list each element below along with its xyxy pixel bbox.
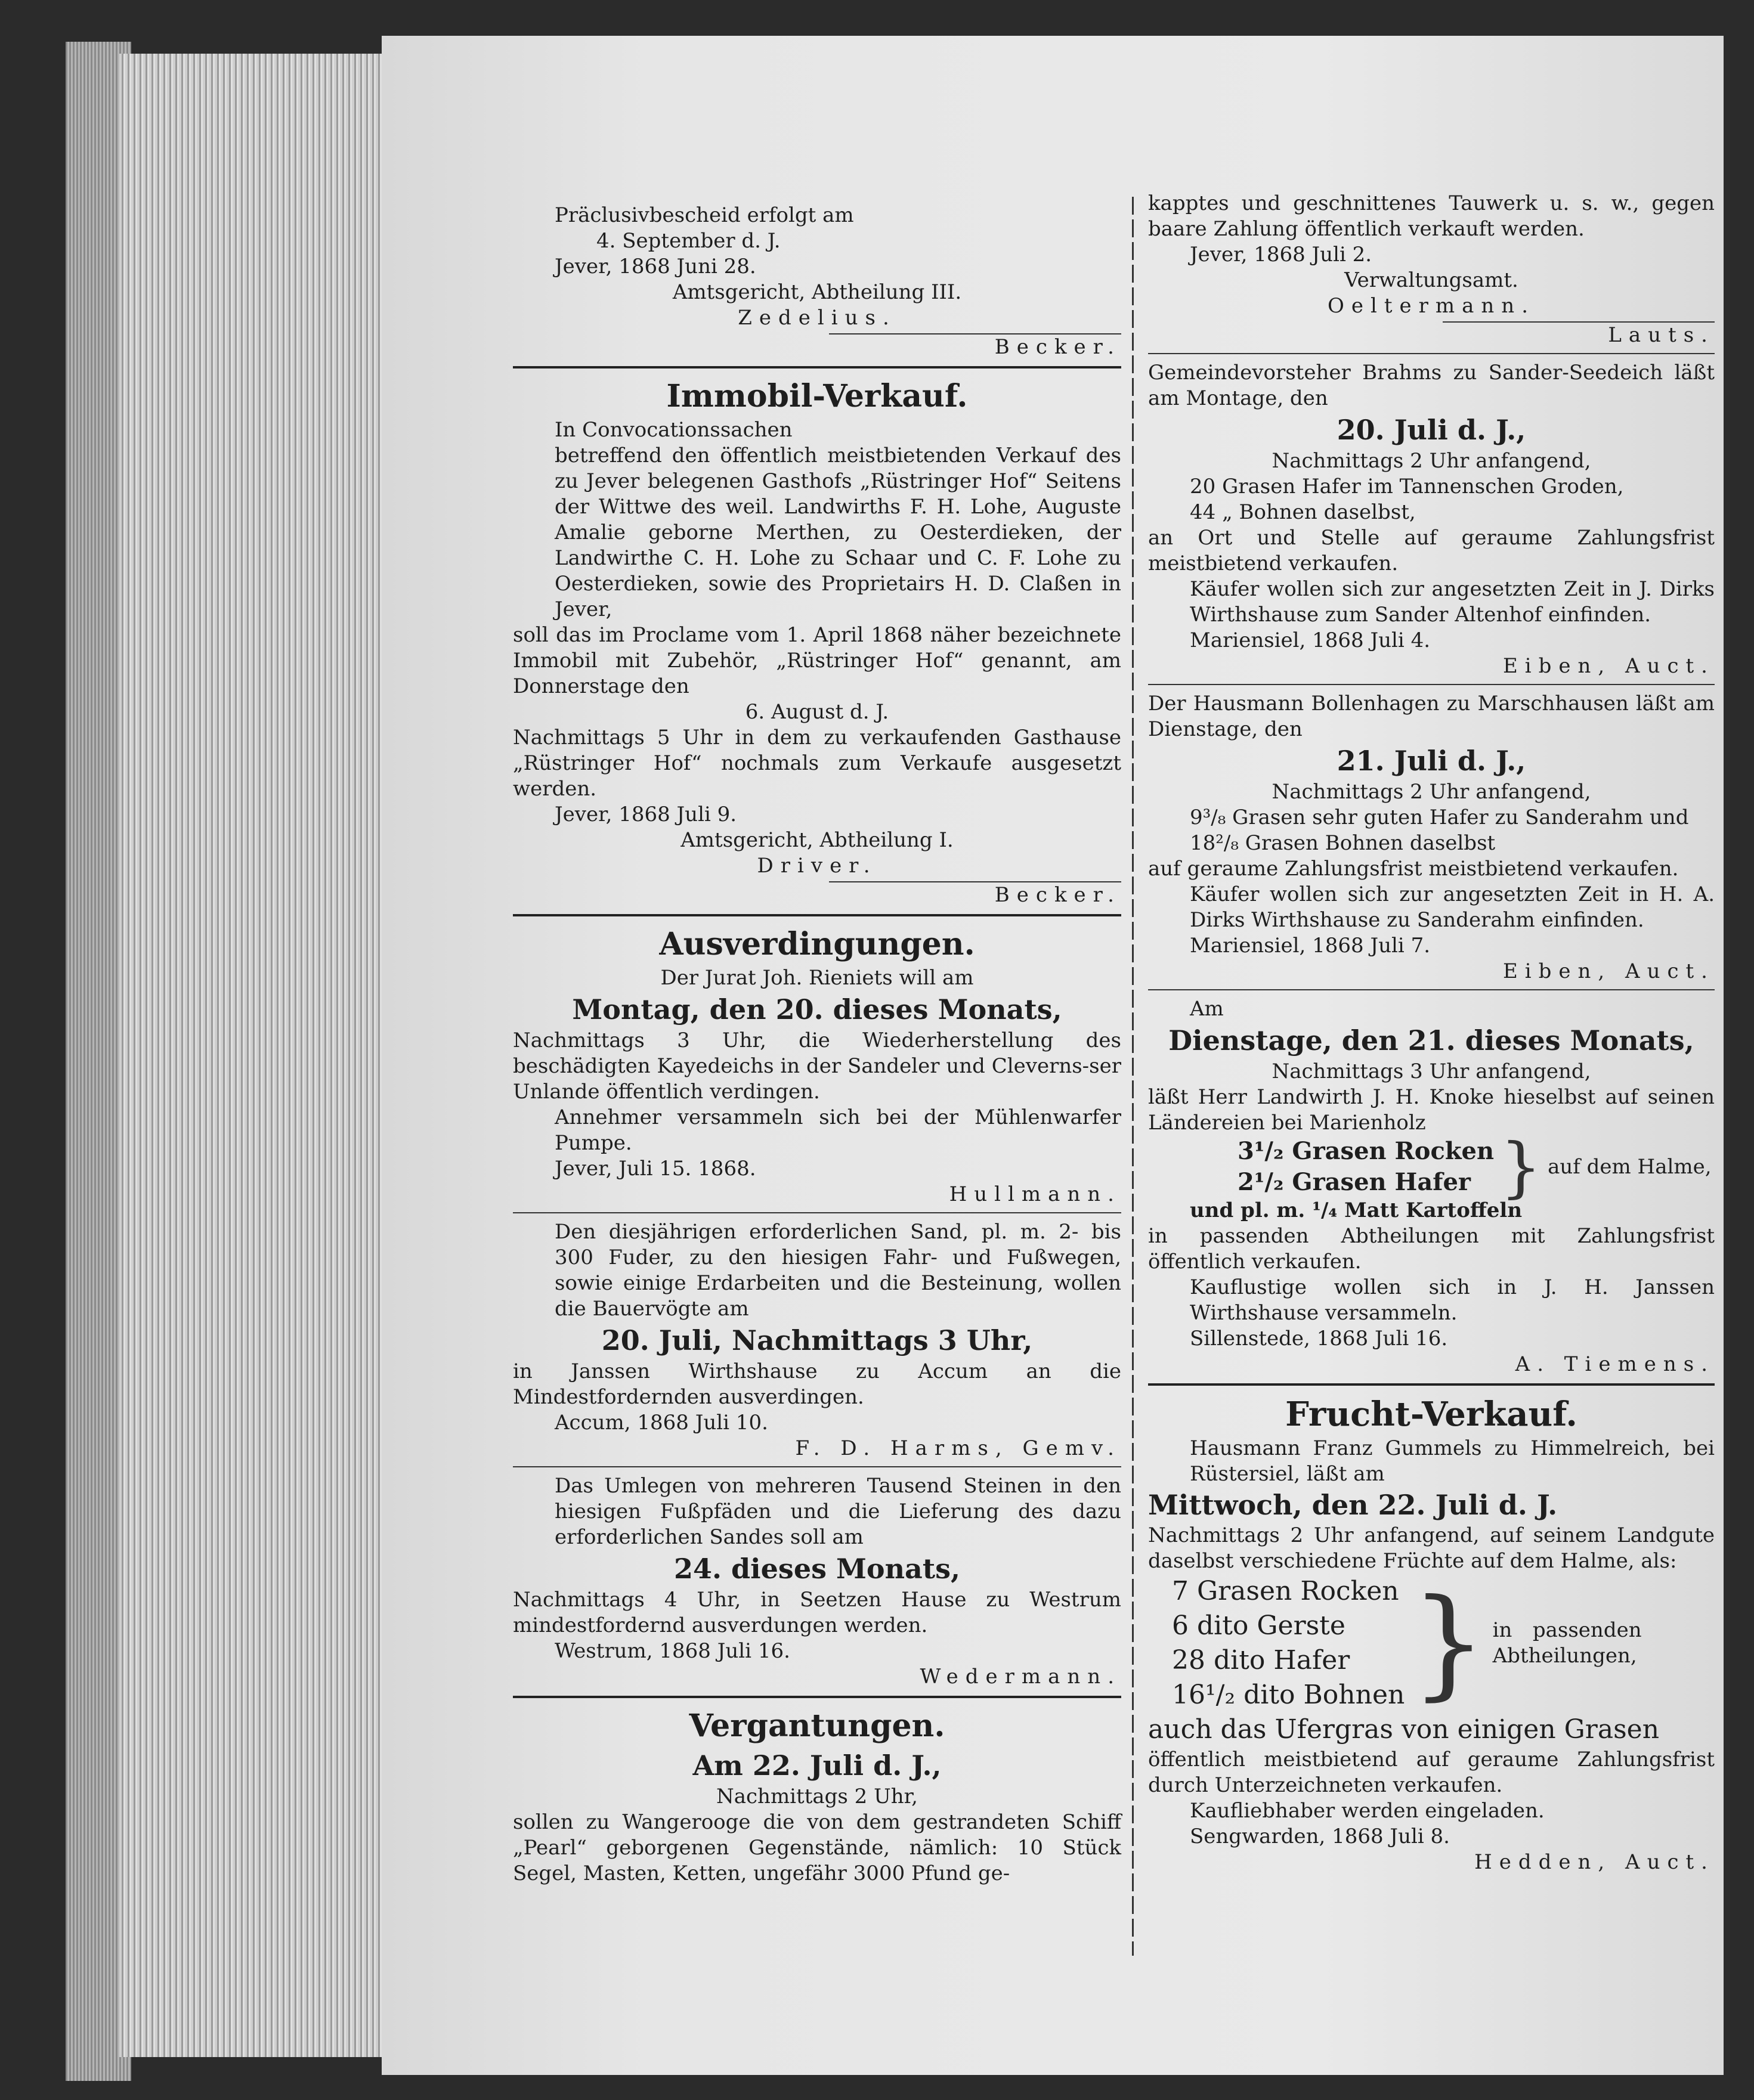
text: Der Hausmann Bollenhagen zu Marschhausen läßt am Dienstage, den <box>1148 692 1715 741</box>
signature: Lauts. <box>1608 323 1715 347</box>
text: Nachmittags 3 Uhr, die Wiederherstellung des beschädigten Kayedeichs in der Sandeler und Cleverns-ser Unlande öffentlich verdingen. <box>513 1029 1121 1104</box>
place-date: Mariensiel, 1868 Juli 4. <box>1190 628 1431 652</box>
text: Nachmittags 4 Uhr, in Seetzen Hause zu Westrum mindestfordernd ausverdungen werden. <box>513 1588 1121 1637</box>
section-rule <box>1148 1383 1715 1386</box>
bollenhagen-notice <box>1148 691 1715 984</box>
knoke-notice <box>1148 996 1715 1377</box>
notice-rule <box>513 1212 1121 1213</box>
item: 2¹/₂ Grasen Hafer <box>1238 1168 1471 1196</box>
signature: A. Tiemens. <box>1515 1352 1715 1376</box>
place-date: Sengwarden, 1868 Juli 8. <box>1190 1825 1450 1848</box>
date: Montag, den 20. dieses Monats, <box>572 993 1062 1026</box>
text: sollen zu Wangerooge die von dem gestrandeten Schiff „Pearl“ geborgenen Gegenstände, nämlich: 10 Stück Segel, Masten, Ketten, ungefähr 3000 Pfund ge- <box>513 1810 1121 1885</box>
signature: F. D. Harms, Gemv. <box>795 1436 1121 1460</box>
text: Annehmer versammeln sich bei der Mühlenwarfer Pumpe. <box>555 1105 1121 1155</box>
prelude-notice <box>513 203 1121 360</box>
item-group <box>1148 1129 1715 1205</box>
text: kapptes und geschnittenes Tauwerk u. s. w., gegen baare Zahlung öffentlich verkauft werden. <box>1148 191 1715 241</box>
notice-rule <box>1148 353 1715 354</box>
item: 7 Grasen Rocken <box>1172 1576 1399 1606</box>
continued-notice <box>1148 191 1715 348</box>
signature: Eiben, Auct. <box>1502 959 1715 983</box>
place-date: Westrum, 1868 Juli 16. <box>555 1639 790 1663</box>
item: 28 dito Hafer <box>1172 1645 1350 1675</box>
text: läßt Herr Landwirth J. H. Knoke hieselbst auf seinen Ländereien bei Marienholz <box>1148 1085 1715 1135</box>
place-date: Jever, 1868 Juli 2. <box>1190 243 1372 267</box>
text: betreffend den öffentlich meistbietenden Verkauf des zu Jever belegenen Gasthofs „Rüstringer Hof“ Seitens der Wittwe des weil. Landwirths F. H. Lohe, Auguste Amalie geborne Merthen, zu Oesterdieken, der Landwirthe C. H. Lohe zu Schaar und C. F. Lohe zu Oesterdieken, sowie des Proprietairs H. D. Claßen in Jever, <box>555 444 1121 621</box>
time: Nachmittags 2 Uhr anfangend, <box>1272 780 1591 804</box>
text: Präclusivbescheid erfolgt am <box>555 203 854 227</box>
date: Mittwoch, den 22. Juli d. J. <box>1148 1489 1558 1521</box>
item: 44 „ Bohnen daselbst, <box>1190 500 1416 524</box>
place-date: Jever, 1868 Juli 9. <box>555 803 737 826</box>
date: Am 22. Juli d. J., <box>692 1749 942 1782</box>
signature: Becker. <box>994 335 1121 359</box>
text: Den diesjährigen erforderlichen Sand, pl. m. 2- bis 300 Fuder, zu den hiesigen Fahr- und Fußwegen, sowie einige Erdarbeiten und die Besteinung, wollen die Bauervögte am <box>555 1220 1121 1321</box>
brahms-notice <box>1148 360 1715 679</box>
date: 20. Juli, Nachmittags 3 Uhr, <box>601 1324 1033 1356</box>
item: 18²/₈ Grasen Bohnen daselbst <box>1190 831 1496 855</box>
section-heading: Ausverdingungen. <box>659 926 975 962</box>
signature: Wedermann. <box>920 1665 1121 1689</box>
text: In Convocationssachen <box>555 418 793 442</box>
place-date: Accum, 1868 Juli 10. <box>555 1411 768 1435</box>
signature: Zedelius. <box>738 306 896 330</box>
court: Amtsgericht, Abtheilung I. <box>680 828 954 852</box>
column-divider <box>1132 197 1134 1956</box>
time: Nachmittags 2 Uhr, <box>716 1785 918 1808</box>
section-heading: Frucht-Verkauf. <box>1285 1395 1577 1434</box>
place-date: Mariensiel, 1868 Juli 7. <box>1190 934 1431 958</box>
item: 6 dito Gerste <box>1172 1610 1345 1641</box>
notice-rule <box>1148 684 1715 685</box>
text: Gemeindevorsteher Brahms zu Sander-Seedeich läßt am Montage, den <box>1148 361 1715 410</box>
section-rule <box>513 1696 1121 1698</box>
text: auf geraume Zahlungsfrist meistbietend verkaufen. <box>1148 857 1679 881</box>
text: Hausmann Franz Gummels zu Himmelreich, bei Rüstersiel, läßt am <box>1190 1436 1715 1486</box>
date: 4. September d. J. <box>596 229 781 253</box>
text: in passenden Abtheilungen, <box>1492 1618 1642 1668</box>
text: Kauflustige wollen sich in J. H. Janssen Wirthshause versammeln. <box>1190 1275 1715 1325</box>
text: in Janssen Wirthshause zu Accum an die Mindestfordernden ausverdingen. <box>513 1359 1121 1409</box>
item: 9³/₈ Grasen sehr guten Hafer zu Sanderahm und <box>1190 806 1689 829</box>
place-date: Jever, 1868 Juni 28. <box>555 255 756 278</box>
item-group <box>1148 1574 1715 1712</box>
item: und pl. m. ¹/₄ Matt Kartoffeln <box>1190 1198 1523 1222</box>
time: Nachmittags 2 Uhr anfangend, <box>1272 449 1591 473</box>
section-rule <box>513 914 1121 916</box>
date: 6. August d. J. <box>745 700 889 724</box>
immobil-notice <box>513 376 1121 908</box>
text: Das Umlegen von mehreren Tausend Steinen in den hiesigen Fußpfäden und die Lieferung des dazu erforderlichen Sandes soll am <box>555 1474 1121 1549</box>
item: 20 Grasen Hafer im Tannenschen Groden, <box>1190 475 1624 498</box>
text: öffentlich meistbietend auf geraume Zahlungsfrist durch Unterzeichneten verkaufen. <box>1148 1748 1715 1797</box>
court: Amtsgericht, Abtheilung III. <box>672 280 962 304</box>
date: 20. Juli d. J., <box>1337 414 1526 446</box>
text: soll das im Proclame vom 1. April 1868 näher bezeichnete Immobil mit Zubehör, „Rüstringer Hof“ genannt, am Donnerstage den <box>513 623 1121 698</box>
text: auf dem Halme, <box>1548 1154 1712 1179</box>
signature: Driver. <box>757 854 877 878</box>
date: 24. dieses Monats, <box>673 1553 961 1585</box>
date: Dienstage, den 21. dieses Monats, <box>1168 1024 1694 1057</box>
text: Der Jurat Joh. Rieniets will am <box>660 966 974 990</box>
text: Am <box>1190 997 1224 1021</box>
text: Käufer wollen sich zur angesetzten Zeit in J. Dirks Wirthshause zum Sander Altenhof einfinden. <box>1190 577 1715 627</box>
section-heading: Immobil-Verkauf. <box>666 378 968 414</box>
text: in passenden Abtheilungen mit Zahlungsfrist öffentlich verkaufen. <box>1148 1224 1715 1274</box>
brace-glyph: } <box>1410 1574 1487 1712</box>
place-date: Sillenstede, 1868 Juli 16. <box>1190 1327 1448 1351</box>
place-date: Jever, Juli 15. 1868. <box>555 1157 756 1181</box>
signature: Hedden, Auct. <box>1474 1850 1715 1874</box>
left-column <box>513 203 1121 1887</box>
signature: Hullmann. <box>949 1182 1121 1206</box>
page-edges <box>119 54 400 2057</box>
notice-rule <box>513 1466 1121 1467</box>
item: 3¹/₂ Grasen Rocken <box>1238 1137 1495 1165</box>
vergantungen-section <box>513 1705 1121 1887</box>
ausverdingungen-section <box>513 924 1121 1690</box>
text: Nachmittags 2 Uhr anfangend, auf seinem Landgute daselbst verschiedene Früchte auf dem Halme, als: <box>1148 1523 1715 1573</box>
frucht-verkauf-section <box>1148 1393 1715 1875</box>
item: auch das Ufergras von einigen Grasen <box>1148 1714 1660 1745</box>
signature: Oeltermann. <box>1327 294 1536 318</box>
section-rule <box>513 366 1121 368</box>
date: 21. Juli d. J., <box>1337 745 1526 777</box>
signature: Eiben, Auct. <box>1502 654 1715 678</box>
text: Käufer wollen sich zur angesetzten Zeit in H. A. Dirks Wirthshause zu Sanderahm einfinden. <box>1190 882 1715 932</box>
signature: Becker. <box>994 883 1121 907</box>
text: Nachmittags 5 Uhr in dem zu verkaufenden Gasthause „Rüstringer Hof“ nochmals zum Verkaufe ausgesetzt werden. <box>513 726 1121 801</box>
brace-glyph: } <box>1500 1129 1542 1205</box>
text: Kaufliebhaber werden eingeladen. <box>1190 1799 1545 1823</box>
office: Verwaltungsamt. <box>1344 268 1518 292</box>
item: 16¹/₂ dito Bohnen <box>1172 1680 1405 1710</box>
right-column <box>1148 191 1715 1875</box>
notice-rule <box>1148 989 1715 990</box>
time: Nachmittags 3 Uhr anfangend, <box>1272 1060 1591 1083</box>
section-heading: Vergantungen. <box>689 1708 945 1744</box>
text: an Ort und Stelle auf geraume Zahlungsfrist meistbietend verkaufen. <box>1148 526 1715 575</box>
